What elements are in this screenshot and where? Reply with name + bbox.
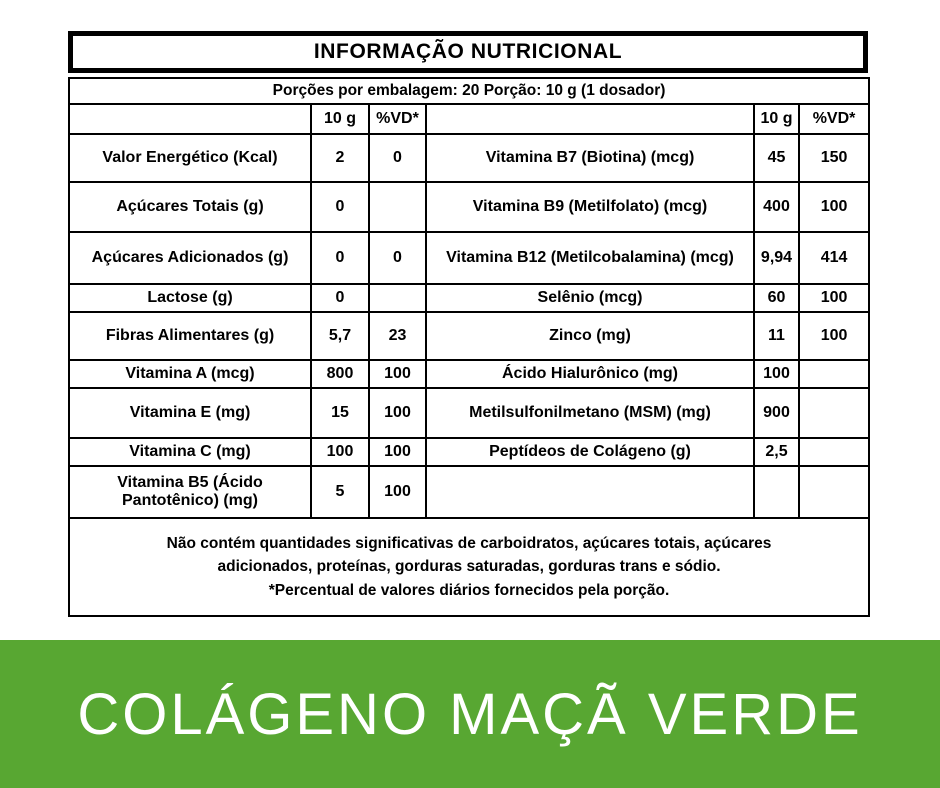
table-row [69, 232, 869, 284]
footnote-line-1: Não contém quantidades significativas de carboidratos, açúcares totais, açúcares [166, 535, 772, 553]
dv-left: 100 [369, 388, 426, 438]
nutrient-name-left: Açúcares Adicionados (g) [69, 232, 311, 284]
nutrient-name-right: Peptídeos de Colágeno (g) [426, 438, 754, 466]
amount-left: 15 [311, 388, 369, 438]
amount-right: 2,5 [754, 438, 799, 466]
nutrient-name-left: Vitamina B5 (Ácido Pantotênico) (mg) [69, 466, 311, 518]
nutrient-name-left: Vitamina A (mcg) [69, 360, 311, 388]
amount-left: 800 [311, 360, 369, 388]
nutrient-name-left: Vitamina C (mg) [69, 438, 311, 466]
spacer-cell [426, 104, 754, 134]
nutrient-name-right: Vitamina B9 (Metilfolato) (mcg) [426, 182, 754, 232]
footnote-row [69, 518, 869, 616]
amount-left: 0 [311, 232, 369, 284]
footnote-line-3: *Percentual de valores diários fornecidos pela porção. [268, 581, 670, 599]
nutrient-name-right: Vitamina B12 (Metilcobalamina) (mcg) [426, 232, 754, 284]
nutrient-name-left: Lactose (g) [69, 284, 311, 312]
table-row [69, 182, 869, 232]
nutrient-name-right: Selênio (mcg) [426, 284, 754, 312]
nutrient-name-right: Zinco (mg) [426, 312, 754, 360]
amount-right: 60 [754, 284, 799, 312]
dv-header-right: %VD* [799, 104, 869, 134]
footnote-cell [69, 518, 869, 616]
amount-right: 100 [754, 360, 799, 388]
amount-header-right: 10 g [754, 104, 799, 134]
amount-left: 2 [311, 134, 369, 182]
amount-left: 0 [311, 182, 369, 232]
amount-right: 11 [754, 312, 799, 360]
nutrition-table [68, 77, 870, 617]
nutrient-name-left: Vitamina E (mg) [69, 388, 311, 438]
dv-left: 100 [369, 466, 426, 518]
amount-right: 9,94 [754, 232, 799, 284]
dv-left: 100 [369, 438, 426, 466]
dv-left [369, 182, 426, 232]
column-header-row [69, 104, 869, 134]
dv-right: 414 [799, 232, 869, 284]
amount-right: 900 [754, 388, 799, 438]
servings-row [69, 78, 869, 104]
dv-left: 0 [369, 232, 426, 284]
table-row [69, 134, 869, 182]
spacer-cell [69, 104, 311, 134]
nutrient-name-right: Metilsulfonilmetano (MSM) (mg) [426, 388, 754, 438]
footnote-line-2: adicionados, proteínas, gorduras saturadas, gorduras trans e sódio. [217, 558, 721, 576]
dv-right [799, 360, 869, 388]
amount-right: 45 [754, 134, 799, 182]
nutrient-name-right: Vitamina B7 (Biotina) (mcg) [426, 134, 754, 182]
table-row [69, 466, 869, 518]
nutrition-title-box [68, 31, 868, 73]
amount-right: 400 [754, 182, 799, 232]
dv-right [799, 466, 869, 518]
dv-header-left: %VD* [369, 104, 426, 134]
servings-line: Porções por embalagem: 20 Porção: 10 g (1 dosador) [69, 78, 869, 104]
dv-right: 150 [799, 134, 869, 182]
amount-right [754, 466, 799, 518]
dv-right: 100 [799, 182, 869, 232]
dv-right [799, 388, 869, 438]
nutrient-name-right [426, 466, 754, 518]
dv-right [799, 438, 869, 466]
dv-left: 23 [369, 312, 426, 360]
amount-left: 0 [311, 284, 369, 312]
dv-right: 100 [799, 312, 869, 360]
amount-header-left: 10 g [311, 104, 369, 134]
nutrient-name-left: Açúcares Totais (g) [69, 182, 311, 232]
product-name: COLÁGENO MAÇÃ VERDE [77, 681, 863, 747]
product-banner [0, 640, 940, 788]
nutrient-name-left: Fibras Alimentares (g) [69, 312, 311, 360]
dv-left: 100 [369, 360, 426, 388]
nutrition-label [68, 31, 868, 617]
amount-left: 5 [311, 466, 369, 518]
table-row [69, 438, 869, 466]
table-row [69, 360, 869, 388]
table-row [69, 284, 869, 312]
nutrition-title: INFORMAÇÃO NUTRICIONAL [313, 40, 623, 63]
amount-left: 100 [311, 438, 369, 466]
dv-left: 0 [369, 134, 426, 182]
nutrient-name-right: Ácido Hialurônico (mg) [426, 360, 754, 388]
dv-left [369, 284, 426, 312]
dv-right: 100 [799, 284, 869, 312]
table-row [69, 312, 869, 360]
table-row [69, 388, 869, 438]
nutrient-name-left: Valor Energético (Kcal) [69, 134, 311, 182]
amount-left: 5,7 [311, 312, 369, 360]
